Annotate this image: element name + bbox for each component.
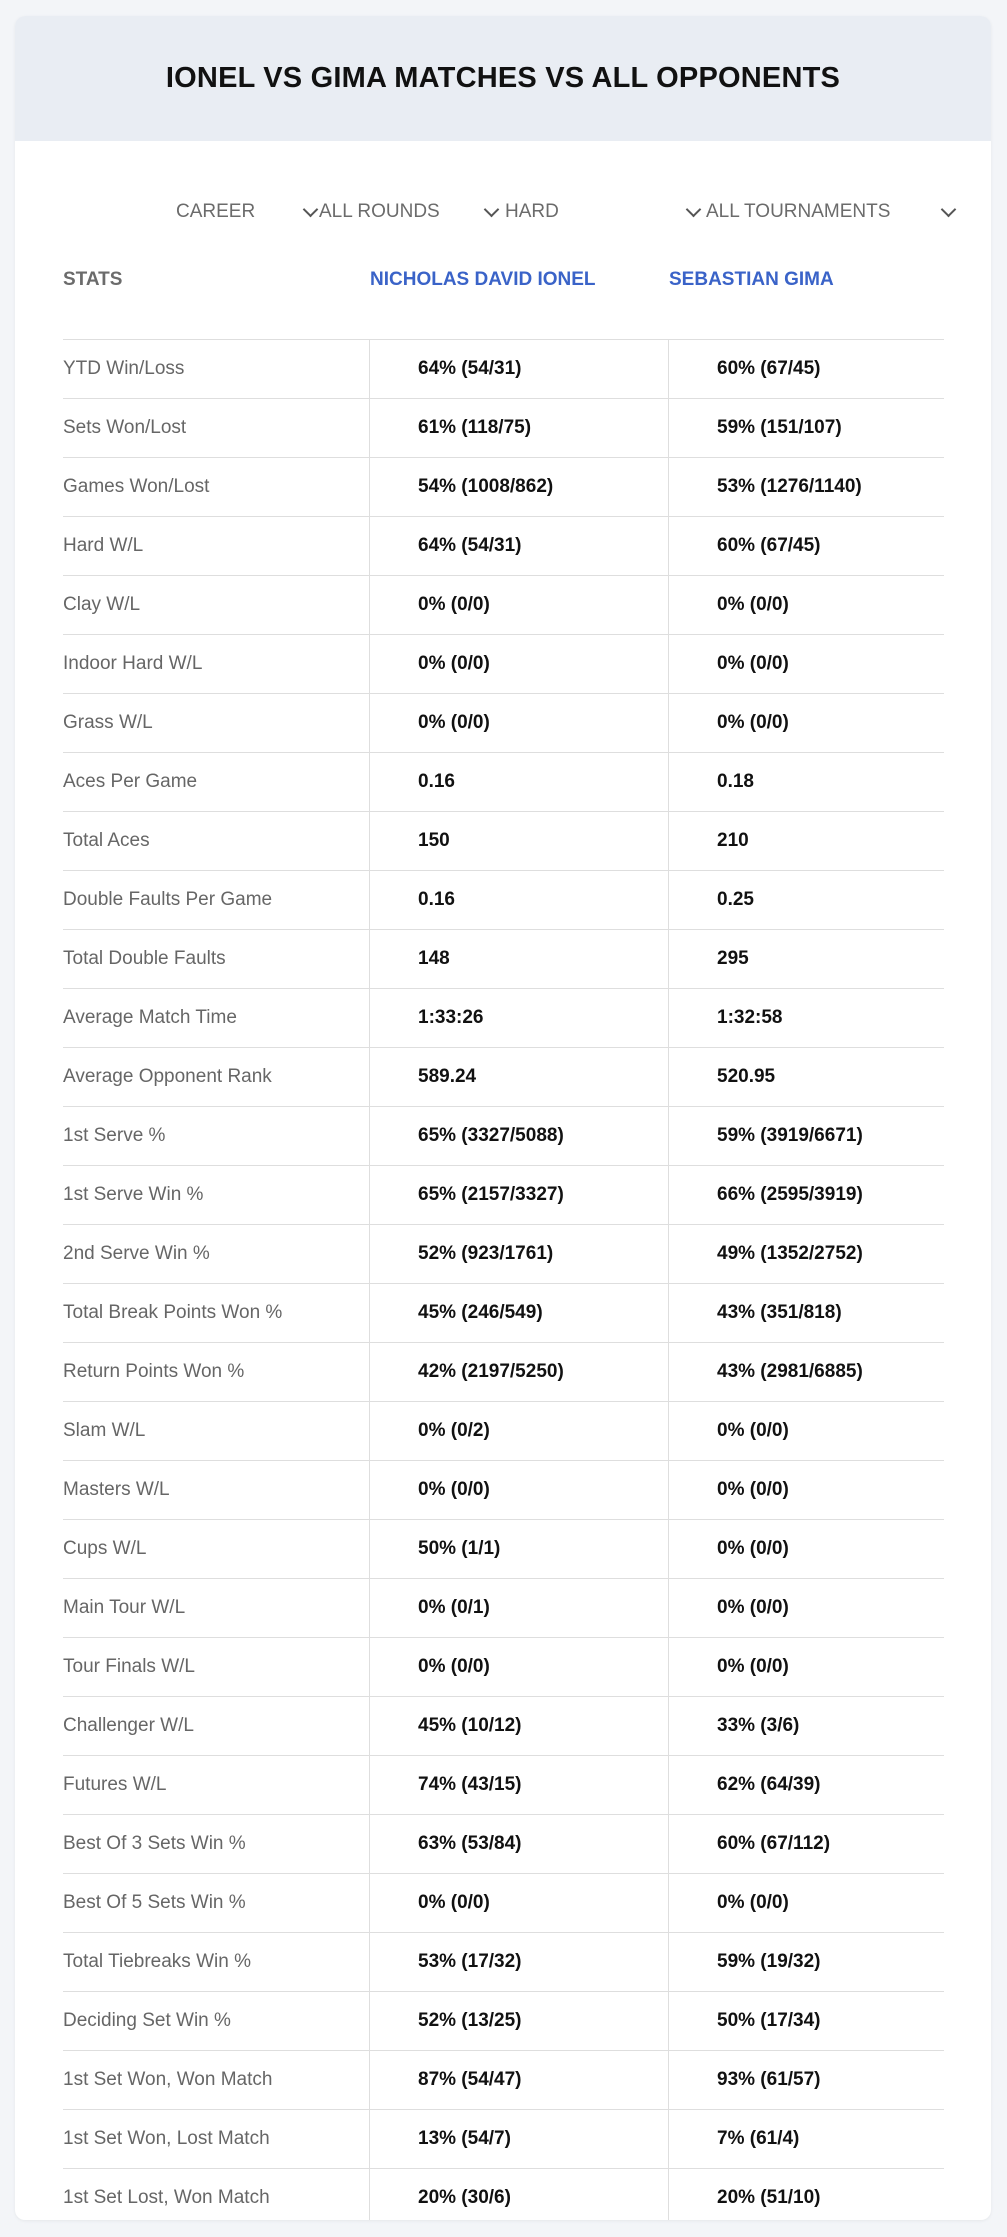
player1-value: 54% (1008/862) [369, 458, 668, 516]
stat-label: Futures W/L [63, 1774, 167, 1795]
player2-value: 0% (0/0) [668, 635, 944, 693]
player1-value: 74% (43/15) [369, 1756, 668, 1814]
stat-label: Best Of 3 Sets Win % [63, 1833, 246, 1854]
player1-value: 45% (246/549) [369, 1284, 668, 1342]
player1-value: 45% (10/12) [369, 1697, 668, 1755]
player1-value: 0% (0/0) [369, 635, 668, 693]
player1-value: 1:33:26 [369, 989, 668, 1047]
table-row [63, 1343, 944, 1402]
stat-label: 1st Set Won, Won Match [63, 2069, 273, 2090]
player2-value: 62% (64/39) [668, 1756, 944, 1814]
table-row [63, 1756, 944, 1815]
player1-value: 50% (1/1) [369, 1520, 668, 1578]
table-row [63, 989, 944, 1048]
stat-label: 1st Set Won, Lost Match [63, 2128, 270, 2149]
stats-card [15, 16, 991, 2220]
table-row [63, 1225, 944, 1284]
player2-value: 60% (67/112) [668, 1815, 944, 1873]
stat-label: YTD Win/Loss [63, 358, 185, 379]
stat-label: 1st Serve % [63, 1125, 166, 1146]
page-header [15, 16, 991, 141]
player1-value: 0% (0/1) [369, 1579, 668, 1637]
player2-value: 0% (0/0) [668, 1874, 944, 1932]
table-row [63, 2169, 944, 2220]
table-row [63, 2110, 944, 2169]
player2-value: 0% (0/0) [668, 1638, 944, 1696]
player1-value: 64% (54/31) [369, 340, 668, 398]
stat-label: Indoor Hard W/L [63, 653, 203, 674]
table-row [63, 871, 944, 930]
stat-label: Challenger W/L [63, 1715, 194, 1736]
period-select-value: CAREER [176, 201, 256, 222]
player1-value: 0% (0/0) [369, 1638, 668, 1696]
player2-value: 60% (67/45) [668, 340, 944, 398]
player2-value: 53% (1276/1140) [668, 458, 944, 516]
player2-value: 50% (17/34) [668, 1992, 944, 2050]
player1-value: 65% (2157/3327) [369, 1166, 668, 1224]
stats-column-header: STATS [63, 269, 123, 290]
player1-value: 64% (54/31) [369, 517, 668, 575]
table-row [63, 399, 944, 458]
table-row [63, 517, 944, 576]
player2-value: 0.25 [668, 871, 944, 929]
filter-bar [15, 141, 991, 269]
player2-value: 0.18 [668, 753, 944, 811]
table-row [63, 1461, 944, 1520]
stat-label: Total Double Faults [63, 948, 226, 969]
player1-value: 52% (13/25) [369, 1992, 668, 2050]
player1-column-header[interactable]: NICHOLAS DAVID IONEL [370, 269, 596, 290]
table-row [63, 1874, 944, 1933]
player1-value: 87% (54/47) [369, 2051, 668, 2109]
player1-value: 0% (0/0) [369, 576, 668, 634]
player2-value: 43% (351/818) [668, 1284, 944, 1342]
surface-select[interactable] [505, 197, 699, 227]
table-row [63, 694, 944, 753]
player2-value: 59% (19/32) [668, 1933, 944, 1991]
table-row [63, 753, 944, 812]
player2-value: 0% (0/0) [668, 694, 944, 752]
player2-value: 59% (151/107) [668, 399, 944, 457]
player2-value: 93% (61/57) [668, 2051, 944, 2109]
stat-label: Main Tour W/L [63, 1597, 186, 1618]
player2-value: 1:32:58 [668, 989, 944, 1047]
stat-label: Double Faults Per Game [63, 889, 273, 910]
table-row [63, 812, 944, 871]
stat-label: 2nd Serve Win % [63, 1243, 210, 1264]
table-row [63, 930, 944, 989]
table-row [63, 576, 944, 635]
player1-value: 65% (3327/5088) [369, 1107, 668, 1165]
player1-value: 148 [369, 930, 668, 988]
player1-value: 53% (17/32) [369, 1933, 668, 1991]
table-row [63, 1107, 944, 1166]
table-row [63, 1520, 944, 1579]
stat-label: Masters W/L [63, 1479, 170, 1500]
player1-value: 61% (118/75) [369, 399, 668, 457]
page-title: IONEL VS GIMA MATCHES VS ALL OPPONENTS [165, 62, 841, 94]
table-row [63, 1638, 944, 1697]
stat-label: Total Break Points Won % [63, 1302, 283, 1323]
player2-value: 66% (2595/3919) [668, 1166, 944, 1224]
table-row [63, 340, 944, 399]
stat-label: Average Match Time [63, 1007, 237, 1028]
stat-label: Return Points Won % [63, 1361, 245, 1382]
player2-value: 60% (67/45) [668, 517, 944, 575]
surface-select-value: HARD [505, 201, 559, 222]
player1-value: 0.16 [369, 871, 668, 929]
table-row [63, 1284, 944, 1343]
stat-label: Games Won/Lost [63, 476, 210, 497]
player2-value: 0% (0/0) [668, 576, 944, 634]
stat-label: Sets Won/Lost [63, 417, 187, 438]
table-row [63, 1166, 944, 1225]
table-row [63, 1048, 944, 1107]
chevron-down-icon [686, 201, 702, 217]
stat-label: Grass W/L [63, 712, 153, 733]
player1-value: 52% (923/1761) [369, 1225, 668, 1283]
player2-value: 59% (3919/6671) [668, 1107, 944, 1165]
stats-table-body [63, 340, 944, 2220]
player2-value: 0% (0/0) [668, 1402, 944, 1460]
stat-label: 1st Set Lost, Won Match [63, 2187, 270, 2208]
player2-value: 7% (61/4) [668, 2110, 944, 2168]
player1-value: 13% (54/7) [369, 2110, 668, 2168]
player2-value: 33% (3/6) [668, 1697, 944, 1755]
player2-column-header[interactable]: SEBASTIAN GIMA [669, 269, 834, 290]
stat-label: 1st Serve Win % [63, 1184, 204, 1205]
table-row [63, 1579, 944, 1638]
player1-value: 0% (0/0) [369, 1461, 668, 1519]
table-header [63, 269, 944, 340]
player2-value: 0% (0/0) [668, 1579, 944, 1637]
rounds-select-value: ALL ROUNDS [319, 201, 440, 222]
table-row [63, 458, 944, 517]
stat-label: Cups W/L [63, 1538, 147, 1559]
stat-label: Best Of 5 Sets Win % [63, 1892, 246, 1913]
stat-label: Tour Finals W/L [63, 1656, 195, 1677]
player2-value: 43% (2981/6885) [668, 1343, 944, 1401]
player2-value: 0% (0/0) [668, 1461, 944, 1519]
player1-value: 150 [369, 812, 668, 870]
tournaments-select-value: ALL TOURNAMENTS [706, 201, 891, 222]
stat-label: Hard W/L [63, 535, 144, 556]
player2-value: 20% (51/10) [668, 2169, 944, 2220]
rounds-select[interactable] [319, 197, 497, 227]
chevron-down-icon [941, 201, 957, 217]
player1-value: 0% (0/0) [369, 694, 668, 752]
stat-label: Slam W/L [63, 1420, 146, 1441]
player1-value: 20% (30/6) [369, 2169, 668, 2220]
tournaments-select[interactable] [706, 197, 954, 227]
player1-value: 0.16 [369, 753, 668, 811]
table-row [63, 1992, 944, 2051]
stat-label: Deciding Set Win % [63, 2010, 231, 2031]
table-row [63, 1815, 944, 1874]
stat-label: Total Tiebreaks Win % [63, 1951, 251, 1972]
stat-label: Total Aces [63, 830, 150, 851]
player2-value: 0% (0/0) [668, 1520, 944, 1578]
player1-value: 63% (53/84) [369, 1815, 668, 1873]
table-row [63, 635, 944, 694]
player2-value: 520.95 [668, 1048, 944, 1106]
table-row [63, 2051, 944, 2110]
player2-value: 295 [668, 930, 944, 988]
player2-value: 210 [668, 812, 944, 870]
stat-label: Average Opponent Rank [63, 1066, 272, 1087]
period-select[interactable] [176, 197, 316, 227]
chevron-down-icon [484, 201, 500, 217]
stat-label: Clay W/L [63, 594, 141, 615]
player1-value: 589.24 [369, 1048, 668, 1106]
player2-value: 49% (1352/2752) [668, 1225, 944, 1283]
player1-value: 0% (0/2) [369, 1402, 668, 1460]
stat-label: Aces Per Game [63, 771, 198, 792]
chevron-down-icon [303, 201, 319, 217]
table-row [63, 1933, 944, 1992]
table-row [63, 1697, 944, 1756]
player1-value: 0% (0/0) [369, 1874, 668, 1932]
table-row [63, 1402, 944, 1461]
player1-value: 42% (2197/5250) [369, 1343, 668, 1401]
